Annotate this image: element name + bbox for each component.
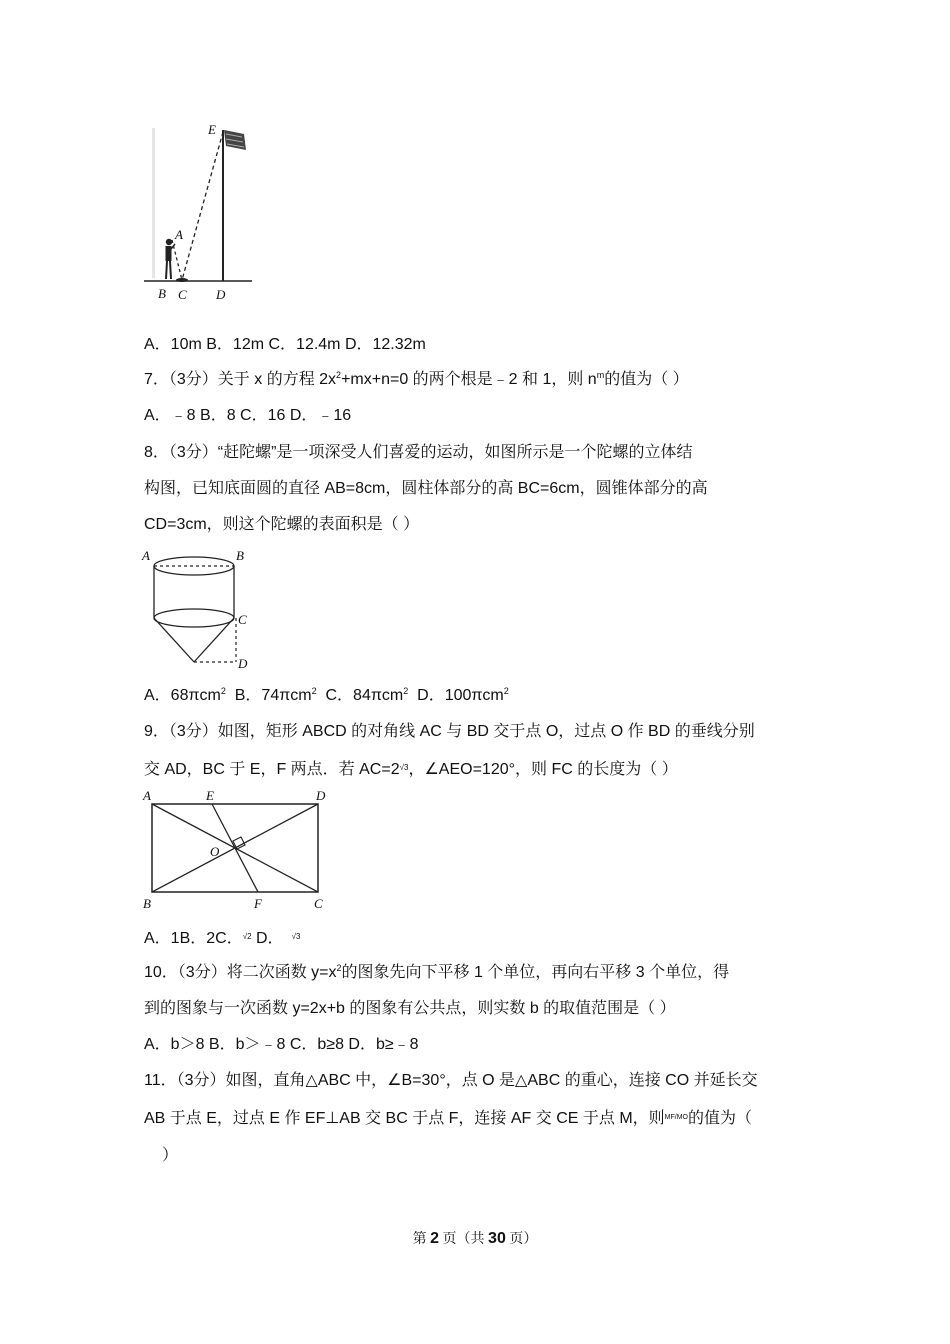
page-number: 2	[430, 1230, 440, 1247]
q8-line1: 8．（3分）“赶陀螺”是一项深受人们喜爱的运动，如图所示是一个陀螺的立体结	[144, 444, 693, 461]
q9-line2: 交 AD，BC 于 E，F 两点．若 $AC=2^{√3}$，∠AEO=120°，则 FC 的长度为（ ）	[144, 761, 678, 778]
page-footer: 第 2 页（共 30 页）	[412, 1230, 538, 1247]
q7-stem: 7．（3分）关于 x 的方程 $2x^2+mx+n=0$ 的两个根是﹣2 和 1，则 $n^m$的值为（ ）	[144, 370, 689, 388]
q8-line3: CD=3cm，则这个陀螺的表面积是（ ）	[144, 516, 420, 533]
label-d: D	[238, 656, 248, 671]
label-a: A	[142, 548, 150, 563]
label-f: F	[254, 896, 262, 911]
label-c: C	[314, 896, 323, 911]
flagpole-figure	[140, 118, 260, 308]
page-total: 30	[488, 1230, 506, 1247]
q9-line1: 9．（3分）如图，矩形 ABCD 的对角线 AC 与 BD 交于点 O，过点 O 作 BD 的垂线分别	[144, 723, 755, 740]
label-b: B	[236, 548, 244, 563]
label-e: E	[206, 788, 214, 803]
q8-line2: 构图，已知底面圆的直径 AB=8cm，圆柱体部分的高 BC=6cm，圆锥体部分的高	[144, 480, 708, 497]
label-a: A	[143, 788, 151, 803]
label-o: O	[210, 844, 220, 859]
q11-line3: ）	[162, 1147, 179, 1164]
q10-line2: 到的图象与一次函数 y=2x+b 的图象有公共点，则实数 b 的取值范围是（ ）	[144, 1000, 676, 1017]
label-b: B	[143, 896, 151, 911]
q10-line1: 10．（3分）将二次函数 $y=x^2$的图象先向下平移 1 个单位，再向右平移 3 个单位，得	[144, 963, 730, 981]
spinning-top-figure	[140, 544, 260, 674]
q9-options: A．1B．2C．$^{√2}$ D． $^{√3}$	[144, 930, 301, 947]
rectangle-figure	[140, 786, 340, 916]
q7-options: A．﹣8 B．8 C．16 D．﹣16	[144, 407, 352, 424]
label-c: C	[178, 287, 187, 302]
label-b: B	[158, 286, 166, 301]
label-e: E	[208, 122, 216, 137]
label-c: C	[238, 612, 247, 627]
q6-options: A．10m B．12m C．12.4m D．12.32m	[144, 336, 426, 353]
q11-line2: AB 于点 E，过点 E 作 EF⊥AB 交 BC 于点 F，连接 AF 交 CE 于点 M，则$^{MF/MO}$的值为（	[144, 1110, 752, 1127]
label-d: D	[316, 788, 326, 803]
label-a: A	[175, 227, 183, 242]
q11-line1: 11．（3分）如图，直角△ABC 中，∠B=30°，点 O 是△ABC 的重心，连接 CO 并延长交	[144, 1072, 758, 1089]
q10-options: A．b＞8 B．b＞﹣8 C．b≥8 D．b≥﹣8	[144, 1036, 419, 1053]
label-d: D	[216, 287, 226, 302]
q8-options: A．68πcm$^2$ B．74πcm$^2$ C．84πcm$^2$ D．100πcm$^2$	[144, 686, 509, 704]
